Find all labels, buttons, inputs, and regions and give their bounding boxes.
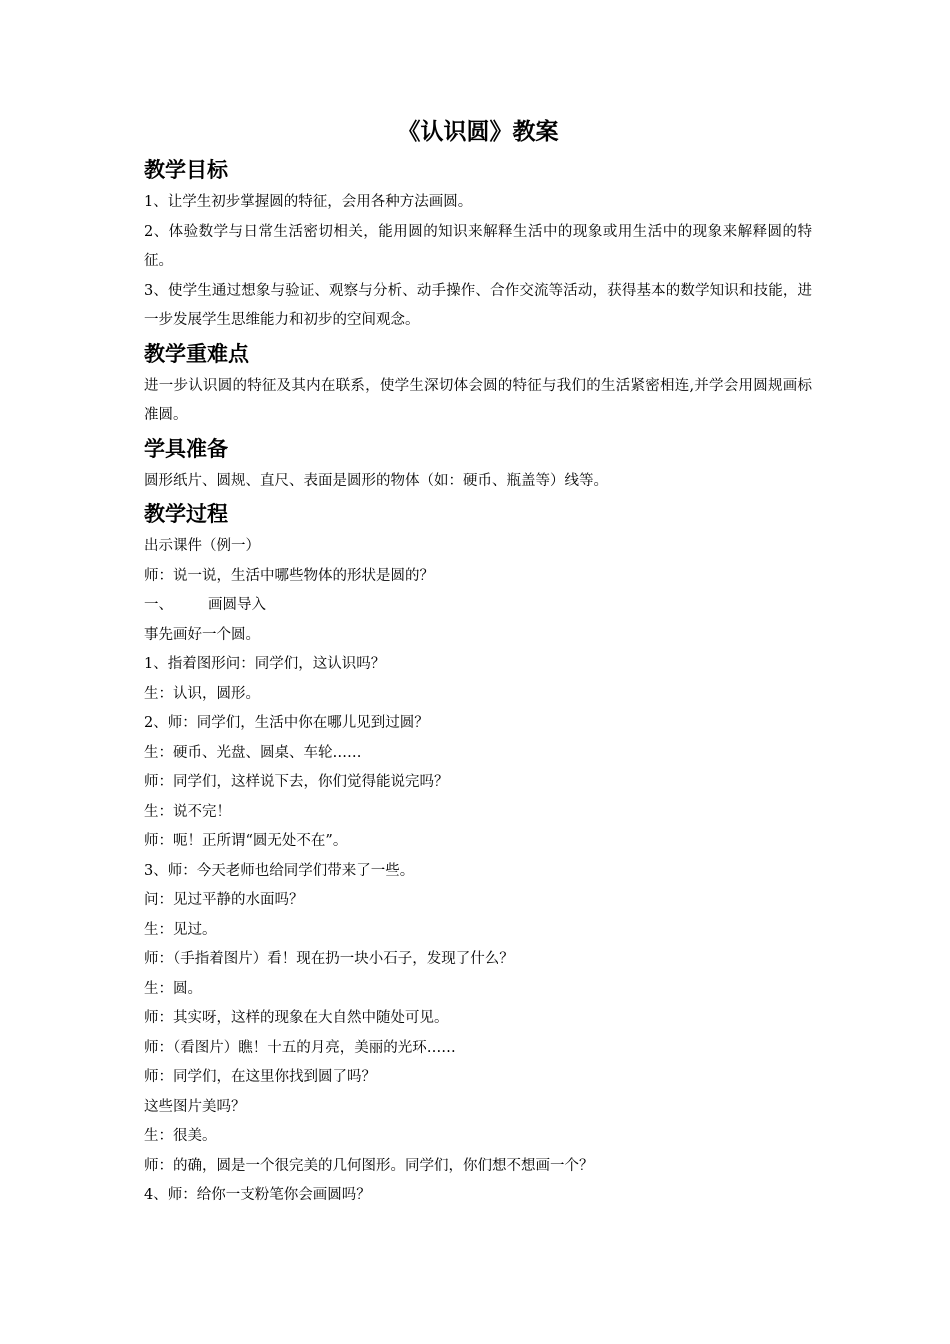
section-heading-goals: 教学目标 <box>144 157 228 182</box>
part-one-text: 画圆导入 <box>208 597 266 613</box>
dialogue-line: 师：（看图片）瞧！十五的月亮，美丽的光环…… <box>144 1039 456 1056</box>
dialogue-line: 1、指着图形问：同学们，这认识吗？ <box>144 656 386 672</box>
dialogue-line: 生：硬币、光盘、圆桌、车轮…… <box>144 744 362 761</box>
dialogue-line: 师：同学们，这样说下去，你们觉得能说完吗？ <box>144 774 449 790</box>
document-title: 《认识圆》教案 <box>397 118 559 145</box>
goal-item-3: 3、使学生通过想象与验证、观察与分析、动手操作、合作交流等活动，获得基本的数学知识和技能，进一步发展学生思维能力和初步的空间观念。 <box>144 282 812 328</box>
dialogue-line: 生：见过。 <box>144 921 217 938</box>
dialogue-line: 师：的确，圆是一个很完美的几何图形。同学们，你们想不想画一个？ <box>144 1157 594 1174</box>
dialogue-line: 师：其实呀，这样的现象在大自然中随处可见。 <box>144 1010 449 1026</box>
dialogue-line: 师：（手指着图片）看！现在扔一块小石子，发现了什么？ <box>144 951 514 967</box>
dialogue-line: 师：呃！正所谓“圆无处不在”。 <box>144 833 348 849</box>
process-line: 出示课件（例一） <box>144 538 260 554</box>
document-page <box>144 112 812 1211</box>
process-line: 师：说一说，生活中哪些物体的形状是圆的？ <box>144 567 434 584</box>
dialogue-line: 问：见过平静的水面吗？ <box>144 892 304 908</box>
section-heading-materials: 学具准备 <box>144 435 228 461</box>
dialogue-line: 事先画好一个圆。 <box>144 626 260 643</box>
dialogue-line: 生：说不完！ <box>144 803 231 820</box>
part-one-label: 一、 <box>144 597 173 613</box>
goal-item-1: 1、让学生初步掌握圆的特征，会用各种方法画圆。 <box>144 194 473 210</box>
dialogue-line: 生：圆。 <box>144 980 202 997</box>
dialogue-line: 生：很美。 <box>144 1128 217 1144</box>
section-heading-key-points: 教学重难点 <box>144 340 249 366</box>
dialogue-line: 4、师：给你一支粉笔你会画圆吗？ <box>144 1187 371 1203</box>
key-points-text: 进一步认识圆的特征及其内在联系，使学生深切体会圆的特征与我们的生活紧密相连,并学会用圆规画标准圆。 <box>144 377 812 423</box>
section-heading-process: 教学过程 <box>144 501 228 526</box>
dialogue-line: 师：同学们，在这里你找到圆了吗？ <box>144 1069 376 1085</box>
process-part-one <box>144 591 812 621</box>
dialogue-line: 生：认识，圆形。 <box>144 685 260 702</box>
materials-text: 圆形纸片、圆规、直尺、表面是圆形的物体（如：硬币、瓶盖等）线等。 <box>144 472 608 489</box>
dialogue-line: 这些图片美吗？ <box>144 1098 246 1115</box>
goal-item-2: 2、体验数学与日常生活密切相关，能用圆的知识来解释生活中的现象或用生活中的现象来解释圆的特征。 <box>144 223 812 269</box>
dialogue-line: 3、师：今天老师也给同学们带来了一些。 <box>144 862 415 879</box>
dialogue-line: 2、师：同学们，生活中你在哪儿见到过圆？ <box>144 715 429 731</box>
